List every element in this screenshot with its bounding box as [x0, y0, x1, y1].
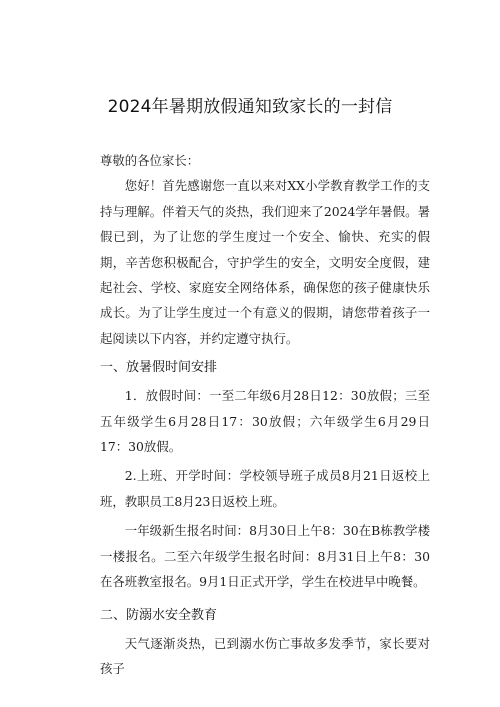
- drowning-safety-paragraph: 天气逐渐炎热，已到溺水伤亡事故多发季节，家长要对孩子: [100, 635, 430, 676]
- schedule-item-work-school-start: 2.上班、开学时间：学校领导班子成员8月21日返校上班，教职员工8月23日返校上班。: [100, 468, 430, 509]
- section-heading-vacation-schedule: 一、放暑假时间安排: [100, 360, 218, 376]
- schedule-item-holiday-time: 1．放假时间：一至二年级6月28日12：30放假；三至五年级学生6月28日17：30放假；六年级学生6月29日17：30放假。: [100, 388, 430, 455]
- section-heading-drowning-safety: 二、防溺水安全教育: [100, 607, 218, 623]
- document-body: [100, 148, 430, 681]
- schedule-item-registration: 一年级新生报名时间：8月30日上午8：30在B栋教学楼一楼报名。二至六年级学生报名时间：8月31日上午8：30在各班教室报名。9月1日正式开学，学生在校进早中晚餐。: [100, 523, 430, 590]
- document-title: 2024年暑期放假通知致家长的一封信: [107, 97, 393, 117]
- intro-paragraph: 您好！首先感谢您一直以来对XX小学教育教学工作的支持与理解。伴着天气的炎热，我们迎来了2024学年暑假。暑假已到，为了让您的学生度过一个安全、愉快、充实的假期，辛苦您积极配合，守护学生的安全，文明安全度假，建起社会、学校、家庭安全网络体系，确保您的孩子健康快乐成长。为了让学生度过一个有意义的假期，请您带着孩子一起阅读以下内容，并约定遵守执行。: [100, 178, 430, 346]
- salutation: 尊敬的各位家长：: [100, 153, 200, 168]
